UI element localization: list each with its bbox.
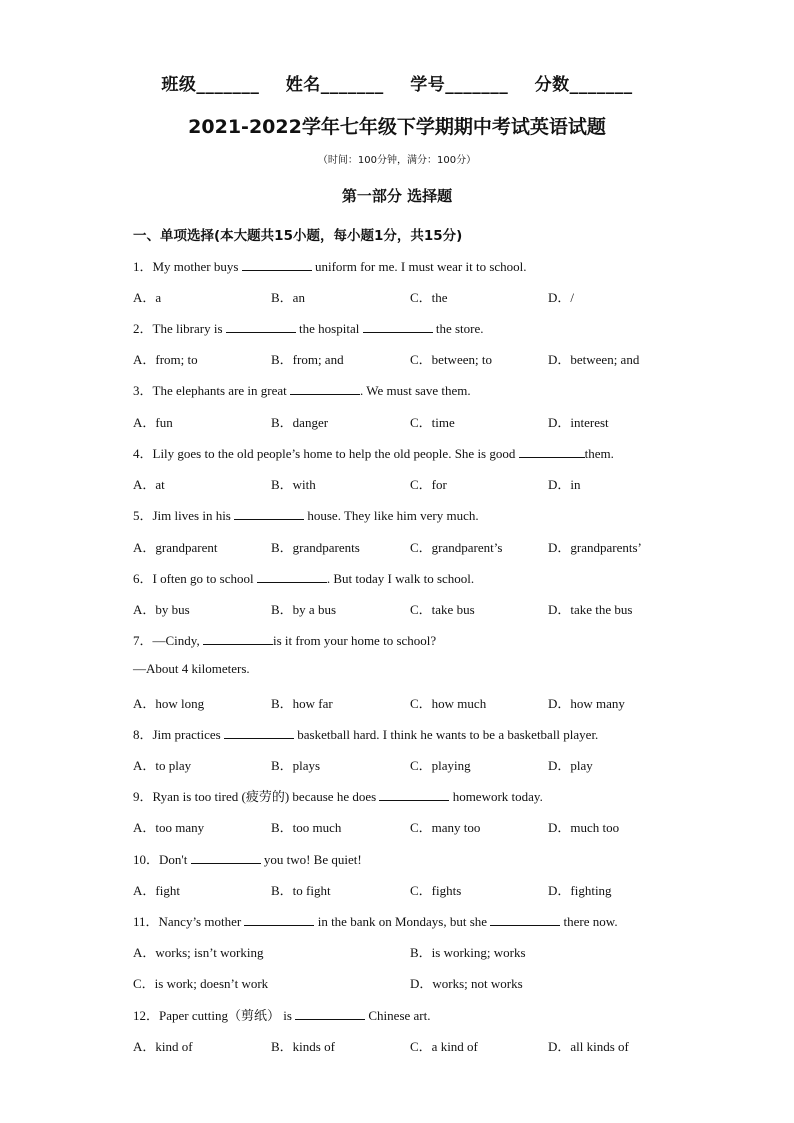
question-2	[133, 318, 484, 337]
option-b[interactable]: B．from; and	[271, 352, 344, 367]
question-5	[133, 505, 479, 524]
question-3	[133, 380, 471, 399]
part-title: 第一部分 选择题	[341, 187, 453, 205]
question-text: 12．Paper cutting（剪纸） is	[133, 1008, 296, 1023]
option-d[interactable]: D．all kinds of	[548, 1039, 629, 1054]
option-c[interactable]: C．how much	[410, 696, 487, 711]
answer-blank[interactable]	[226, 320, 296, 333]
option-d[interactable]: D．much too	[548, 820, 620, 835]
option-b[interactable]: B．danger	[271, 415, 329, 430]
option-d[interactable]: D．play	[548, 758, 593, 773]
answer-blank[interactable]	[257, 570, 327, 583]
question-text: house. They like him very much.	[304, 508, 479, 523]
question-4	[133, 443, 614, 462]
question-6	[133, 568, 474, 587]
question-text: the store.	[432, 321, 484, 336]
option-b[interactable]: B．is working; works	[410, 945, 526, 960]
question-text: the hospital	[295, 321, 363, 336]
answer-blank[interactable]	[242, 258, 312, 271]
answer-blank[interactable]	[203, 632, 273, 645]
option-a[interactable]: A．kind of	[133, 1039, 193, 1054]
option-a[interactable]: A．works; isn’t working	[133, 945, 264, 960]
option-d[interactable]: D．fighting	[548, 883, 612, 898]
answer-blank[interactable]	[290, 382, 360, 395]
question-text: is it from your home to school?	[272, 633, 437, 648]
answer-blank[interactable]	[519, 445, 585, 458]
option-a[interactable]: A．to play	[133, 758, 192, 773]
class-field[interactable]: 班级_______	[161, 75, 260, 95]
option-c[interactable]: C．fights	[410, 883, 462, 898]
question-7	[133, 630, 436, 649]
question-text: 5．Jim lives in his	[133, 508, 235, 523]
question-text: 1．My mother buys	[133, 259, 242, 274]
answer-blank[interactable]	[490, 913, 560, 926]
option-c[interactable]: C．many too	[410, 820, 481, 835]
option-d[interactable]: D．interest	[548, 415, 609, 430]
question-text: 11．Nancy’s mother	[133, 914, 245, 929]
question-8	[133, 724, 598, 743]
option-a[interactable]: A．by bus	[133, 602, 190, 617]
name-field[interactable]: 姓名_______	[285, 75, 384, 95]
option-a[interactable]: A．a	[133, 290, 162, 305]
option-a[interactable]: A．fight	[133, 883, 180, 898]
option-b[interactable]: B．how far	[271, 696, 333, 711]
option-a[interactable]: A．how long	[133, 696, 205, 711]
question-text: . But today I walk to school.	[326, 571, 475, 586]
score-field[interactable]: 分数_______	[534, 75, 633, 95]
question-10	[133, 849, 362, 868]
option-d[interactable]: D．grandparents’	[548, 540, 642, 555]
question-1	[133, 256, 527, 275]
question-text: 9．Ryan is too tired (疲劳的) because he does	[133, 789, 380, 804]
option-b[interactable]: B．an	[271, 290, 305, 305]
student-id-field[interactable]: 学号_______	[410, 75, 509, 95]
option-d[interactable]: D．in	[548, 477, 581, 492]
option-d[interactable]: D．works; not works	[410, 976, 523, 991]
option-b[interactable]: B．too much	[271, 820, 342, 835]
answer-blank[interactable]	[379, 788, 449, 801]
question-text: basketball hard. I think he wants to be a basketball player.	[293, 727, 599, 742]
option-a[interactable]: A．too many	[133, 820, 205, 835]
answer-blank[interactable]	[244, 913, 314, 926]
student-info-line	[0, 70, 794, 95]
option-b[interactable]: B．with	[271, 477, 316, 492]
question-text: . We must save them.	[360, 383, 471, 398]
option-b[interactable]: B．grandparents	[271, 540, 360, 555]
question-text: there now.	[560, 914, 618, 929]
question-text: them.	[584, 446, 614, 461]
question-text: 10．Don't	[133, 852, 191, 867]
answer-blank[interactable]	[363, 320, 433, 333]
dialogue-answer: —About 4 kilometers.	[133, 661, 250, 676]
question-text: you two! Be quiet!	[260, 852, 362, 867]
option-d[interactable]: D．/	[548, 290, 575, 305]
option-c[interactable]: C．playing	[410, 758, 471, 773]
question-text: uniform for me. I must wear it to school.	[311, 259, 527, 274]
question-12	[133, 1005, 430, 1024]
option-a[interactable]: A．at	[133, 477, 165, 492]
exam-title: 2021-2022学年七年级下学期期中考试英语试题	[188, 116, 606, 138]
option-a[interactable]: A．from; to	[133, 352, 198, 367]
question-text: 2．The library is	[133, 321, 226, 336]
option-a[interactable]: A．fun	[133, 415, 173, 430]
answer-blank[interactable]	[234, 507, 304, 520]
question-text: homework today.	[449, 789, 543, 804]
option-b[interactable]: B．to fight	[271, 883, 331, 898]
section-title: 一、单项选择(本大题共15小题，每小题1分，共15分)	[133, 228, 463, 244]
option-c[interactable]: C．is work; doesn’t work	[133, 976, 269, 991]
question-text: 4．Lily goes to the old people’s home to help the old people. She is good	[133, 446, 519, 461]
option-c[interactable]: C．the	[410, 290, 448, 305]
question-text: 8．Jim practices	[133, 727, 224, 742]
option-b[interactable]: B．plays	[271, 758, 321, 773]
option-a[interactable]: A．grandparent	[133, 540, 218, 555]
answer-blank[interactable]	[191, 851, 261, 864]
option-b[interactable]: B．by a bus	[271, 602, 337, 617]
exam-subtitle: （时间：100分钟，满分：100分）	[317, 155, 477, 166]
question-11	[133, 911, 618, 930]
question-text: 7．—Cindy,	[133, 633, 203, 648]
option-d[interactable]: D．between; and	[548, 352, 640, 367]
option-d[interactable]: D．how many	[548, 696, 625, 711]
option-c[interactable]: C．for	[410, 477, 447, 492]
option-b[interactable]: B．kinds of	[271, 1039, 335, 1054]
question-text: 6．I often go to school	[133, 571, 257, 586]
option-c[interactable]: C．time	[410, 415, 455, 430]
answer-blank[interactable]	[224, 726, 294, 739]
question-text: 3．The elephants are in great	[133, 383, 291, 398]
option-c[interactable]: C．a kind of	[410, 1039, 478, 1054]
option-c[interactable]: C．grandparent’s	[410, 540, 503, 555]
option-c[interactable]: C．take bus	[410, 602, 475, 617]
question-9	[133, 786, 543, 805]
question-text: in the bank on Mondays, but she	[314, 914, 491, 929]
question-text: Chinese art.	[365, 1008, 431, 1023]
option-d[interactable]: D．take the bus	[548, 602, 633, 617]
answer-blank[interactable]	[295, 1007, 365, 1020]
option-c[interactable]: C．between; to	[410, 352, 492, 367]
